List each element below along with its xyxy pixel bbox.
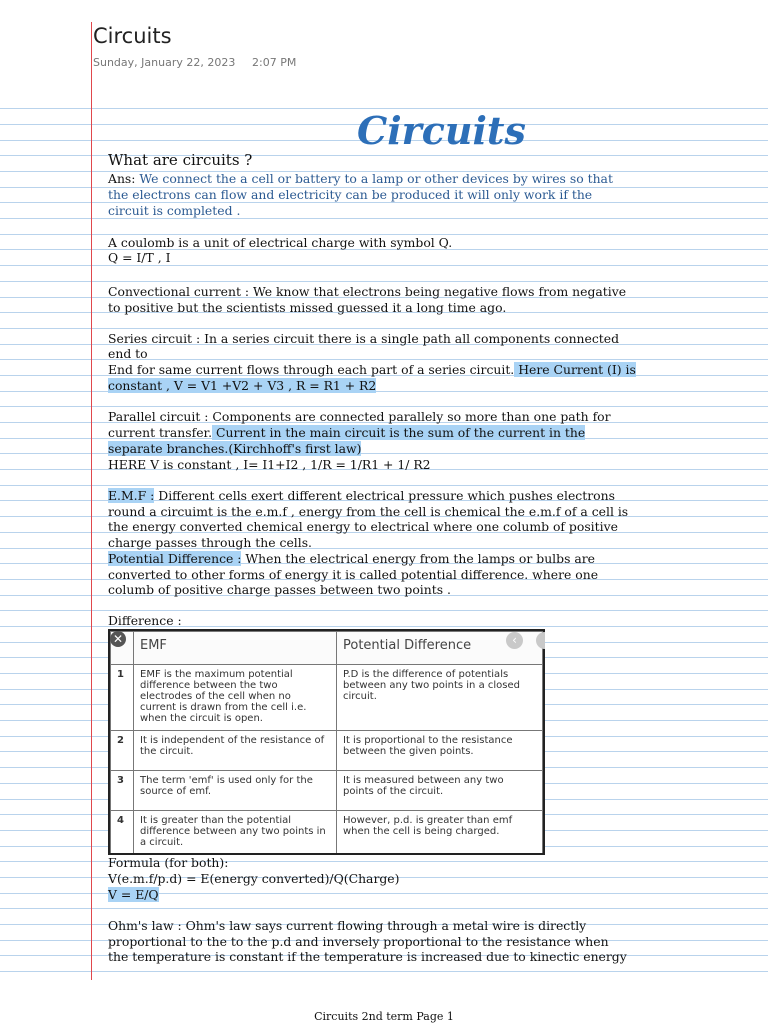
pd-body: When the electrical energy from the lamps or bulbs are bbox=[241, 551, 596, 566]
close-icon[interactable]: ✕ bbox=[110, 631, 126, 647]
table-row-number: 2 bbox=[111, 731, 134, 771]
parallel-plain: current transfer. bbox=[108, 425, 213, 440]
table-row bbox=[111, 811, 543, 855]
pd-text bbox=[108, 551, 595, 567]
page-time: 2:07 PM bbox=[252, 56, 297, 69]
question-heading: What are circuits ? bbox=[108, 151, 253, 169]
prev-arrow-icon[interactable]: ‹ bbox=[506, 632, 523, 649]
emf-text: charge passes through the cells. bbox=[108, 535, 312, 550]
parallel-text: Parallel circuit : Components are connected parallely so more than one path for bbox=[108, 409, 611, 424]
ohm-text: Ohm's law : Ohm's law says current flowing through a metal wire is directly bbox=[108, 918, 587, 933]
table-cell-emf: EMF is the maximum potential difference between the two electrodes of the cell when no current is drawn from the cell i.e. when the circuit is open. bbox=[134, 665, 337, 731]
parallel-highlight: separate branches.(Kirchhoff's first law) bbox=[108, 441, 362, 456]
parallel-formula: HERE V is constant , I= I1+I2 , 1/R = 1/R1 + 1/ R2 bbox=[108, 457, 431, 472]
series-plain: End for same current flows through each part of a series circuit. bbox=[108, 362, 515, 377]
table-cell-emf: It is independent of the resistance of the circuit. bbox=[134, 731, 337, 771]
margin-line bbox=[91, 22, 92, 980]
table-row bbox=[111, 731, 543, 771]
series-highlight: Here Current (I) is bbox=[514, 362, 636, 377]
comparison-table-image[interactable] bbox=[108, 629, 545, 855]
coulomb-formula: Q = I/T , I bbox=[108, 250, 171, 265]
table-row-number: 3 bbox=[111, 771, 134, 811]
answer-text: We connect the a cell or battery to a lamp or other devices by wires so that bbox=[135, 171, 613, 186]
series-text bbox=[108, 362, 636, 378]
parallel-highlight: Current in the main circuit is the sum of the current in the bbox=[212, 425, 586, 440]
emf-text: the energy converted chemical energy to electrical where one columb of positive bbox=[108, 519, 618, 534]
page-title[interactable]: Circuits bbox=[93, 24, 172, 48]
table-header-row bbox=[111, 632, 543, 665]
formula-label: Formula (for both): bbox=[108, 855, 229, 870]
ohm-text: proportional to the to the p.d and inversely proportional to the resistance when bbox=[108, 934, 609, 949]
table-cell-pd: It is proportional to the resistance between the given points. bbox=[337, 731, 543, 771]
series-formula bbox=[108, 378, 376, 394]
formula-equation bbox=[108, 887, 159, 903]
formula-text: V(e.m.f/p.d) = E(energy converted)/Q(Charge) bbox=[108, 871, 400, 886]
conventional-text: Convectional current : We know that electrons being negative flows from negative bbox=[108, 284, 627, 299]
page-footer: Circuits 2nd term Page 1 bbox=[314, 1010, 454, 1023]
answer-prefix: Ans: bbox=[108, 171, 136, 186]
handwritten-heading: Circuits bbox=[357, 108, 526, 153]
table-header-emf: EMF bbox=[134, 632, 337, 665]
ohm-text: the temperature is constant if the temperature is increased due to kinectic energy bbox=[108, 949, 627, 964]
table-row-number: 1 bbox=[111, 665, 134, 731]
series-text: end to bbox=[108, 346, 148, 361]
conventional-text: to positive but the scientists missed guessed it a long time ago. bbox=[108, 300, 507, 315]
emf-body: Different cells exert different electrical pressure which pushes electrons bbox=[154, 488, 615, 503]
table-cell-pd: P.D is the difference of potentials between any two points in a closed circuit. bbox=[337, 665, 543, 731]
emf-label: E.M.F : bbox=[108, 488, 155, 503]
emf-text bbox=[108, 488, 615, 504]
table-row bbox=[111, 665, 543, 731]
table-row bbox=[111, 771, 543, 811]
table-cell-emf: The term 'emf' is used only for the source of emf. bbox=[134, 771, 337, 811]
page-date: Sunday, January 22, 2023 bbox=[93, 56, 236, 69]
table-cell-emf: It is greater than the potential difference between any two points in a circuit. bbox=[134, 811, 337, 855]
formula-highlight: V = E/Q bbox=[108, 887, 159, 902]
parallel-text bbox=[108, 425, 585, 441]
answer-line: the electrons can flow and electricity can be produced it will only work if the bbox=[108, 187, 593, 202]
pd-text: converted to other forms of energy it is called potential difference. where one bbox=[108, 567, 599, 582]
table-row-number: 4 bbox=[111, 811, 134, 855]
answer-line: circuit is completed . bbox=[108, 203, 241, 218]
comparison-table bbox=[110, 631, 543, 855]
emf-text: round a circuimt is the e.m.f , energy from the cell is chemical the e.m.f of a cell is bbox=[108, 504, 629, 519]
answer-line bbox=[108, 171, 613, 187]
table-cell-pd: However, p.d. is greater than emf when the cell is being charged. bbox=[337, 811, 543, 855]
difference-label: Difference : bbox=[108, 613, 182, 628]
pd-text: columb of positive charge passes between two points . bbox=[108, 582, 451, 597]
table-cell-pd: It is measured between any two points of the circuit. bbox=[337, 771, 543, 811]
coulomb-text: A coulomb is a unit of electrical charge with symbol Q. bbox=[108, 235, 453, 250]
series-highlight: constant , V = V1 +V2 + V3 , R = R1 + R2 bbox=[108, 378, 377, 393]
pd-label: Potential Difference : bbox=[108, 551, 242, 566]
series-text: Series circuit : In a series circuit there is a single path all components connected bbox=[108, 331, 620, 346]
table-header-pd: Potential Difference bbox=[337, 632, 543, 665]
parallel-text bbox=[108, 441, 361, 457]
